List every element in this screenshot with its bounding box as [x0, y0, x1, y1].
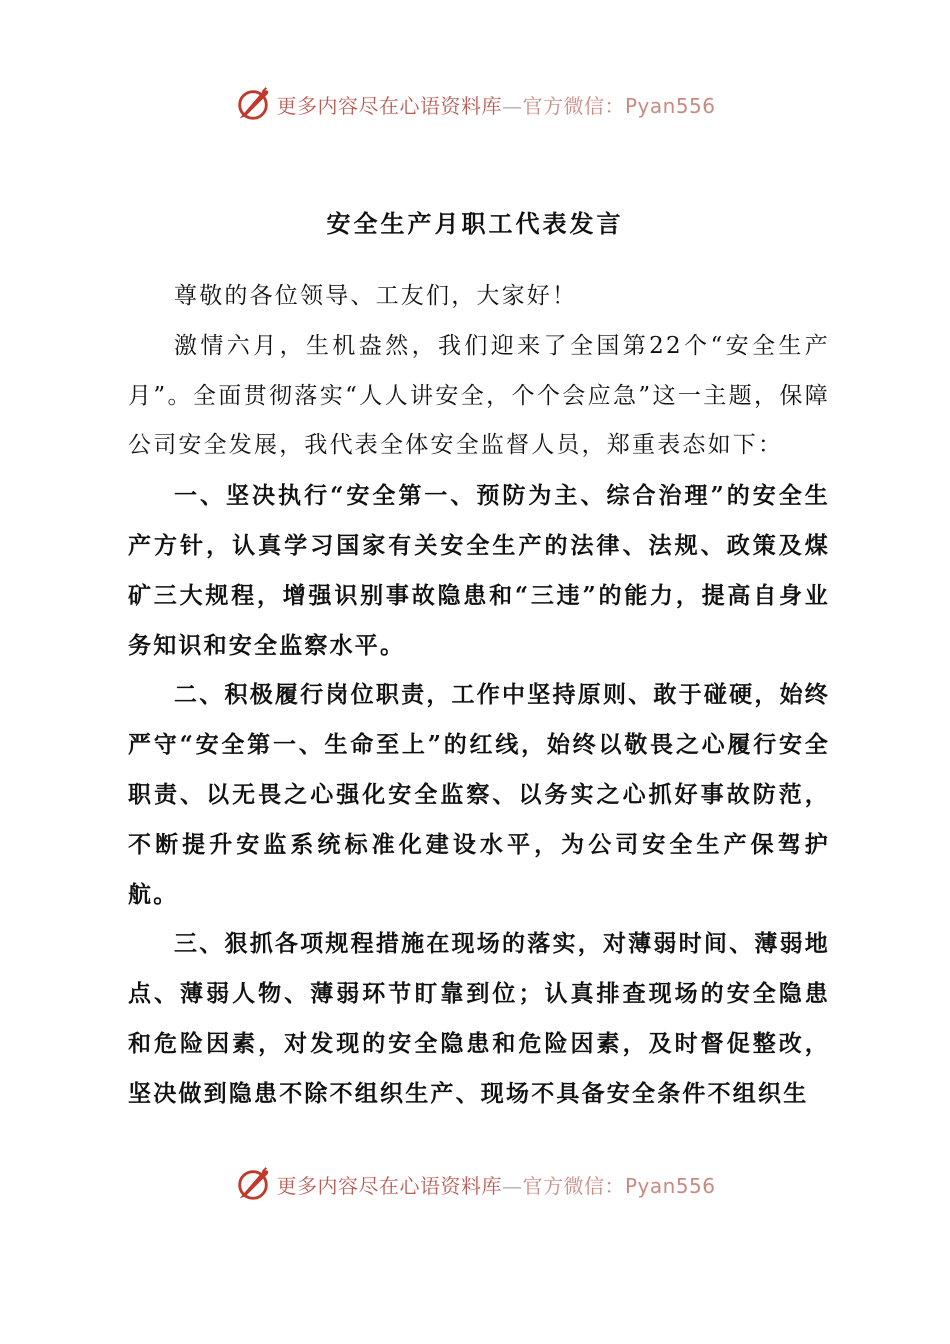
quill-logo-icon	[234, 85, 272, 123]
watermark-contact-id: Pyan556	[624, 1173, 716, 1198]
commitment-paragraph-2: 二、积极履行岗位职责，工作中坚持原则、敢于碰硬，始终严守“安全第一、生命至上”的红线，始终以敬畏之心履行安全职责、以无畏之心强化安全监察、以务实之心抓好事故防范，不断提升安监系统标准化建设水平，为公司安全生产保驾护航。	[128, 681, 830, 908]
watermark-separator: —	[501, 93, 523, 118]
watermark-contact-label: 官方微信：	[522, 1173, 625, 1198]
footer-watermark	[0, 1160, 950, 1208]
quill-logo-icon	[234, 1165, 272, 1203]
watermark-brand: 更多内容尽在心语资料库	[276, 93, 502, 118]
intro-paragraph: 激情六月，生机盎然，我们迎来了全国第22个“安全生产月”。全面贯彻落实“人人讲安全，个个会应急”这一主题，保障公司安全发展，我代表全体安全监督人员，郑重表态如下：	[128, 332, 830, 459]
watermark-text	[276, 90, 715, 119]
commitment-paragraph-1: 一、坚决执行“安全第一、预防为主、综合治理”的安全生产方针，认真学习国家有关安全生产的法律、法规、政策及煤矿三大规程，增强识别事故隐患和“三违”的能力，提高自身业务知识和安全监察水平。	[128, 482, 830, 659]
document-body	[128, 272, 830, 1119]
watermark-text	[276, 1170, 715, 1199]
watermark-separator: —	[501, 1173, 523, 1198]
watermark-brand: 更多内容尽在心语资料库	[276, 1173, 502, 1198]
header-watermark	[0, 80, 950, 128]
commitment-paragraph-3: 三、狠抓各项规程措施在现场的落实，对薄弱时间、薄弱地点、薄弱人物、薄弱环节盯靠到位；认真排查现场的安全隐患和危险因素，对发现的安全隐患和危险因素，及时督促整改，坚决做到隐患不除不组织生产、现场不具备安全条件不组织生	[128, 930, 830, 1107]
document-title: 安全生产月职工代表发言	[326, 209, 624, 238]
watermark-contact-label: 官方微信：	[522, 93, 625, 118]
watermark-contact-id: Pyan556	[624, 93, 716, 118]
greeting-paragraph: 尊敬的各位领导、工友们，大家好！	[174, 283, 578, 309]
